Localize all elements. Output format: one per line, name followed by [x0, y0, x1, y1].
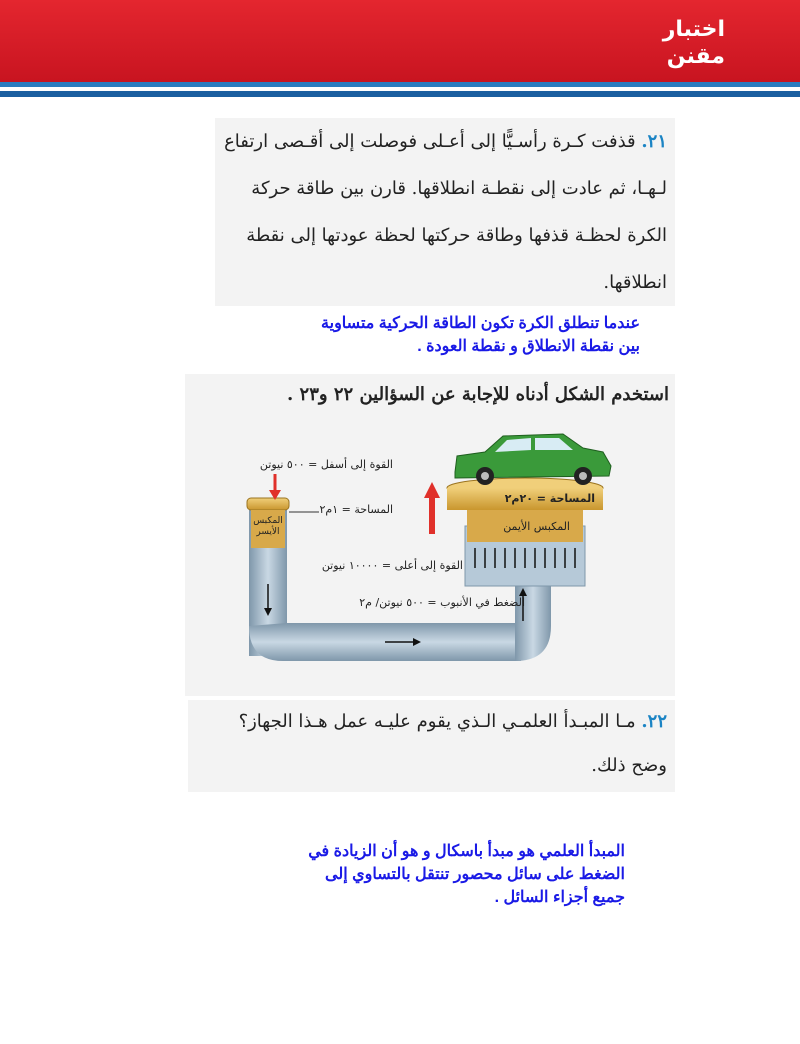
pressure-label: الضغط في الأنبوب = ٥٠٠ نيوتن/ م٢: [359, 596, 525, 609]
left-piston-cap: [247, 498, 289, 510]
question-text: قذفت كـرة رأسـيًّا إلى أعـلى فوصلت إلى أقـصى ارتفاع: [224, 131, 636, 152]
answer-21: [230, 312, 640, 358]
force-up-label: القوة إلى أعلى = ١٠٠٠٠ نيوتن: [321, 559, 463, 572]
force-up-arrow: [429, 496, 435, 534]
question-number: ٢١.: [641, 131, 667, 152]
force-down-label: القوة إلى أسفل = ٥٠٠ نيوتن: [259, 458, 393, 471]
page-title-line2: مقنن: [666, 44, 725, 69]
page-title: [605, 16, 725, 70]
question-22: [188, 700, 675, 792]
answer-22: [220, 840, 625, 909]
answer-line: بين نقطة الانطلاق و نقطة العودة .: [417, 338, 640, 355]
answer-line: المبدأ العلمي هو مبدأ باسكال و هو أن الزيادة في: [308, 843, 625, 860]
figure-instruction: استخدم الشكل أدناه للإجابة عن السؤالين ٢٢ و٢٣ .: [185, 374, 675, 416]
question-line: الكرة لحظـة قذفها وطاقة حركتها لحظة عودتها إلى نقطة: [246, 225, 667, 246]
left-piston-label: المكبس الأيسر: [253, 516, 283, 537]
hydraulic-diagram: [185, 416, 675, 696]
hydraulic-lift-figure: [185, 416, 675, 696]
answer-line: الضغط على سائل محصور تنتقل بالتساوي إلى: [325, 866, 625, 883]
right-piston-label: المكبس الأيمن: [503, 520, 570, 533]
answer-line: عندما تنطلق الكرة تكون الطاقة الحركية متساوية: [321, 315, 640, 332]
force-up-arrow: [424, 482, 440, 498]
page-title-line1: اختبار: [662, 17, 725, 42]
header-stripe: [0, 91, 800, 97]
car-icon: [455, 434, 611, 485]
question-line: وضح ذلك.: [591, 755, 667, 776]
question-line: انطلاقها.: [603, 272, 667, 293]
question-line: [188, 700, 675, 744]
question-line: لـهـا، ثم عادت إلى نقطـة انطلاقها. قارن بين طاقة حركة: [251, 178, 667, 199]
question-21: [215, 118, 675, 306]
question-number: ٢٢.: [641, 711, 667, 732]
answer-line: جميع أجزاء السائل .: [494, 889, 625, 906]
question-text: مـا المبـدأ العلمـي الـذي يقوم عليـه عمل هـذا الجهاز؟: [238, 711, 636, 732]
question-line: [215, 118, 675, 165]
area-right-label: المساحة = ٢٠م٢: [504, 492, 595, 505]
area-left-label: المساحة = ١م٢: [319, 503, 393, 516]
